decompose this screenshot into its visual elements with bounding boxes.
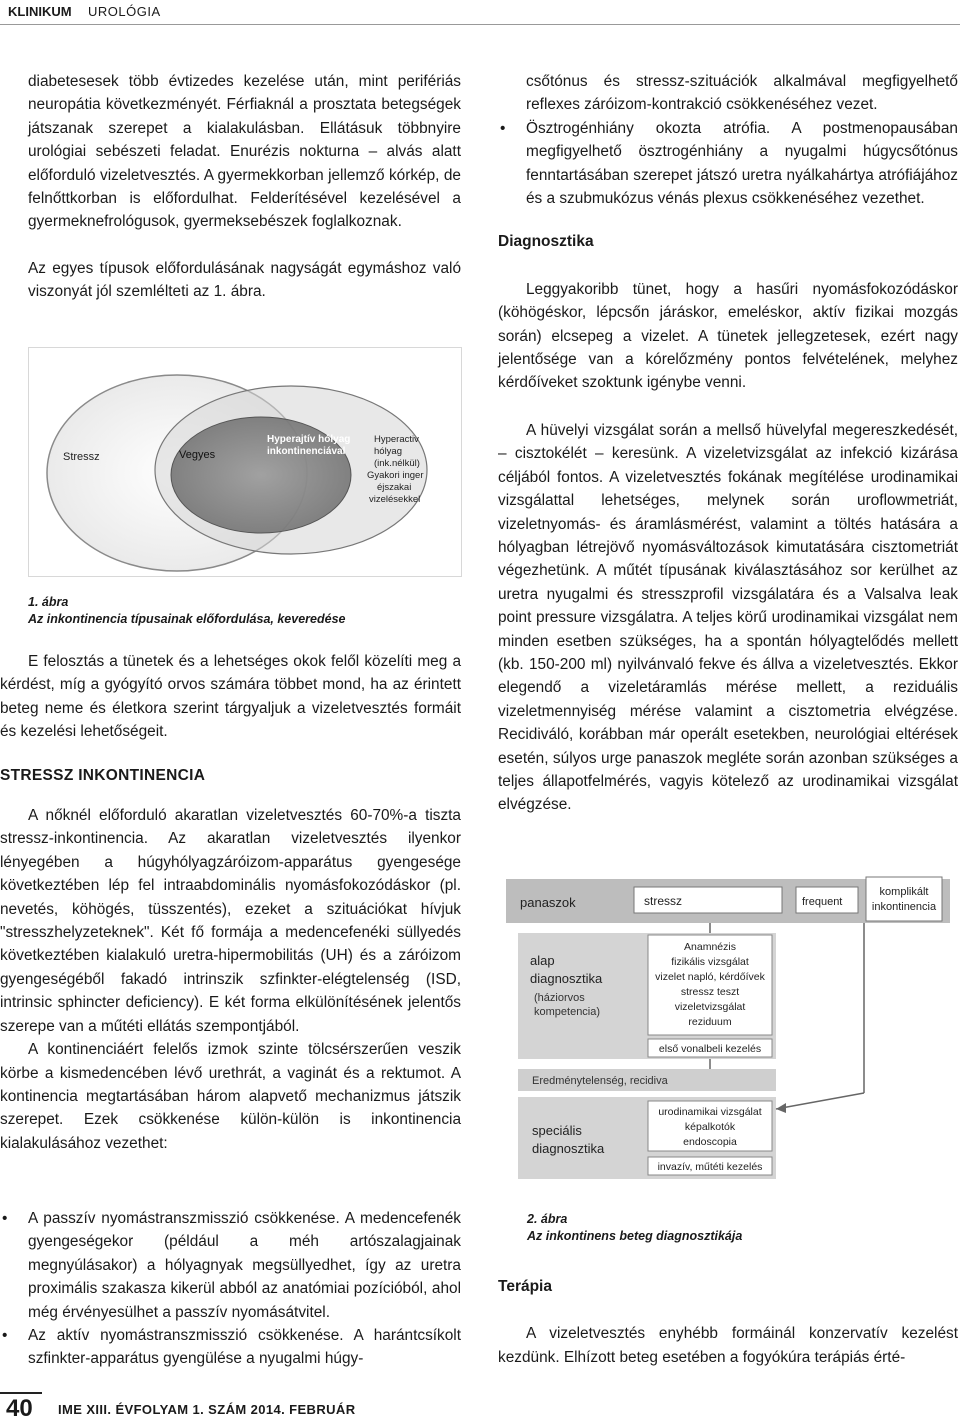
heading-diagnostics: Diagnosztika [498,233,594,251]
figure-1-title: Az inkontinencia típusainak előfordulása, keveredése [28,612,346,626]
right-column-bottom [498,1275,958,1369]
stress-paragraph-2: A kontinenciáért felelős izmok szinte tölcsérszerűen veszik körbe a kismedencében lévő urethrát, a vaginát és a rektumot. A kontinencia megtartásában három alapvető mechanizmus játszik szerepet. Ezek csökkenése külön-külön is inkontinencia kialakulásához vezethet: [0,1041,461,1152]
footer-rule [0,1392,42,1394]
heading-stress-incontinence: STRESSZ INKONTINENCIA [0,766,206,784]
page-number: 40 [6,1395,33,1422]
figure-2-number: 2. ábra [527,1212,568,1226]
fig2-stress: stressz [644,894,683,908]
fig2-special-1: speciális [532,1123,582,1138]
figure-2-flowchart [498,873,958,1185]
label-stress: Stressz [63,451,100,463]
fig2-special-2: diagnosztika [532,1141,605,1156]
diagnostics-paragraph-2: A hüvelyi vizsgálat során a mellső hüvelyfal megereszkedését, – cisztokélét – keresünk. A vizeletvizsgálat az infekció kizárása céljából fontos. A vizeletvesztés fokának megítélése urodinamikai vizsgálattal lehetséges, melynek során uroflowmetriát, vizeletnyomás- és áramlásmérést, valamint a töltés hatására a hólyagban létrejövő nyomásváltozások kimutatására cisztometriát végezhetünk. A műtét típusának kiválasztásához sor kerülhet az uretra nyugalmi és stresszprofil vizsgálatára és a Valsalva leak point pressure vizsgálatra. A teljes körű urodinamikai vizsgálat nem minden esetben szükséges, ha a spontán hólyagtelődés mellett (kb. 150-200 ml) nyilvánvaló fekve és állva a vizeletvesztés. Ekkor elegendő a vizeletáramlás mérése mellett, a reziduális vizeletmennyiség mérése valamint a cisztometria elvégzése. Recidiváló, korábban már operált esetekben, neurológiai eltérések esetén, súlyos urge panaszok megléte során azonban szükséges a teljes állapotfelmérés, vagyis kötelező az urodinamikai vizsgálat elvégzése. [498,421,958,814]
label-hyper-incont-2: inkontinenciával [267,446,346,457]
page-footer [0,1392,960,1423]
heading-therapy: Terápia [498,1278,552,1295]
fig2-complaints: panaszok [520,895,576,910]
bullet-active-transmission: • Az aktív nyomástranszmisszió csökkenése. A harántcsíkolt szfinkter-apparátus gyengülése a nyugalmi húgy- [0,1324,461,1371]
fig2-special-list-1: urodinamikai vizsgálat [658,1106,762,1118]
left-column-main [0,650,461,1155]
bullet-passive-transmission: • A passzív nyomástranszmisszió csökkenése. A medencefenék gyengeségekor (például a méh artószalagjainak megnyúlásakor) a hólyagnyak megsüllyedhet, így az uretra proximális szakasza kikerül abból az anatómiai pozícióból, ahol még érvényesülhet a passzív nyomásátvitel. [0,1207,461,1324]
fig2-basic-list-5: vizeletvizsgálat [674,1001,746,1013]
fig2-basic-list-6: reziduum [688,1016,732,1028]
bullet-estrogen-atrophy: • Ösztrogénhiány okozta atrófia. A postmenopausában megfigyelhető ösztrogénhiány a nyugalmi húgycsőtónus fenntartásában szerepet játszó uretra nyálkahártya atrófiájához és a szubmukózus vénás plexus csökkenéséhez vezethet. [498,117,958,211]
fig2-first-line: első vonalbeli kezelés [658,1043,762,1055]
fig2-basic-1: alap [530,953,555,968]
header-section: UROLÓGIA [88,4,161,19]
venn-diagram [29,348,461,576]
paragraph-after-figure: E felosztás a tünetek és a lehetséges okok felől közelíti meg a kérdést, míg a gyógyító orvos számára többet mond, ha az érintett beteg neme és életkora szerint tárgyaljuk a vizeletvesztés formáit és kezelési lehetőségeit. [0,653,461,741]
fig2-basic-list-2: fizikális vizsgálat [671,956,749,968]
label-hyper-3: (ink.nélkül) [374,458,420,469]
label-hyper-incont-1: Hyperajtív hólyag [267,434,351,445]
journal-info: IME XIII. ÉVFOLYAM 1. SZÁM 2014. FEBRUÁR [58,1402,356,1417]
continued-paragraph: csőtónus és stressz-szituációk alkalmával megfigyelhető reflexes záróizom-kontrakció csökkenéséhez vezet. [526,73,958,114]
fig2-basic-list-1: Anamnézis [684,941,736,953]
figure-2-caption [527,1211,947,1245]
running-header [0,0,960,25]
right-column-top [498,70,958,817]
intro-paragraph-1: diabetesesek több évtizedes kezelése után, mint perifériás neuropátia következményét. Férfiaknál a prosztata betegségek játszanak szerepet a kialakulásban. Ellátásuk többnyire urológiai sebészeti feladat. Enurézis nokturna – alvás alatt előforduló vizeletvesztés. A gyermekkorban jellemző kórkép, de felnőttkorban is előfordulhat. Felderítésével kezelésével a gyermeknefrológusok, gyermeksebészek foglalkoznak. [28,73,461,231]
label-hyper-6: vizelésekkel [369,494,421,505]
label-mixed: Vegyes [179,449,216,461]
figure-1-number: 1. ábra [28,595,69,609]
therapy-paragraph-1: A vizeletvesztés enyhébb formáinál konzervatív kezelést kezdünk. Elhízott beteg esetében a fogyókúra terápiás érté- [498,1325,958,1366]
label-hyper-4: Gyakori inger [367,470,424,481]
intro-paragraph-2: Az egyes típusok előfordulásának nagyságát egymáshoz való viszonyát jól szemlélteti az 1. ábra. [28,259,461,301]
left-bullets [0,1207,461,1371]
figure-1-caption [28,594,458,628]
left-column-top [28,70,461,304]
fig2-frequent: frequent [802,896,843,908]
header-category: KLINIKUM [8,4,72,19]
fig2-basic-3: (háziorvos [534,992,585,1004]
fig2-invasive: invazív, műtéti kezelés [657,1161,763,1173]
figure-2-title: Az inkontinens beteg diagnosztikája [527,1229,743,1243]
label-hyper-2: hólyag [374,446,402,457]
fig2-basic-list-4: stressz teszt [680,986,740,998]
diagnostics-paragraph-1: Leggyakoribb tünet, hogy a hasűri nyomásfokozódáskor (köhögéskor, lépcsőn járáskor, emeléskor, aktív fizikai mozgás során) elcsepeg a vizelet. A tünetek jellegzetesek, ezért nagy jelentősége van a kórelőzmény pontos felvételének, melyhez kérdőíveket szoktunk igénybe venni. [498,280,958,392]
complicated-box [866,877,942,921]
fig2-special-list-3: endoscopia [683,1136,737,1148]
fig2-result: Eredménytelenség, recidiva [532,1075,668,1087]
stress-paragraph-1: A nőknél előforduló akaratlan vizeletvesztés 60-70%-a tiszta stressz-inkontinencia. Az akaratlan vizeletvesztés ilyenkor lényegében a húgyhólyagzáróizom-apparátus gyengesége következtében lép fel intraabdominális nyomásfokozódáskor (pl. nevetés, köhögés, tüsszentés), ezeket a szituációkat hívjuk "stresszhelyzeteknek". Két fő formája a medencefenéki süllyedés következtében kialakuló uretra-hipermobilitás (UH) és a záróizom gyengeségéből fakadó intrinszik szfinkter-elégtelenség (ISD, intrinsic sphincter deficiency). E két forma elkülönítésének jelentős szerepe van a műtéti ellátás szempontjából. [0,807,461,1035]
fig2-basic-4: kompetencia) [534,1006,601,1018]
fig2-complicated-1: komplikált [879,886,929,898]
fig2-basic-list-3: vizelet napló, kérdőívek [655,971,765,983]
label-hyper-1: Hyperactiv [374,434,419,445]
label-hyper-5: éjszakai [377,482,412,493]
diagnostic-flowchart [498,873,958,1185]
fig2-basic-2: diagnosztika [530,971,603,986]
fig2-complicated-2: inkontinencia [871,901,937,913]
fig2-special-list-2: képalkotók [684,1121,736,1133]
figure-1-venn [28,347,462,577]
